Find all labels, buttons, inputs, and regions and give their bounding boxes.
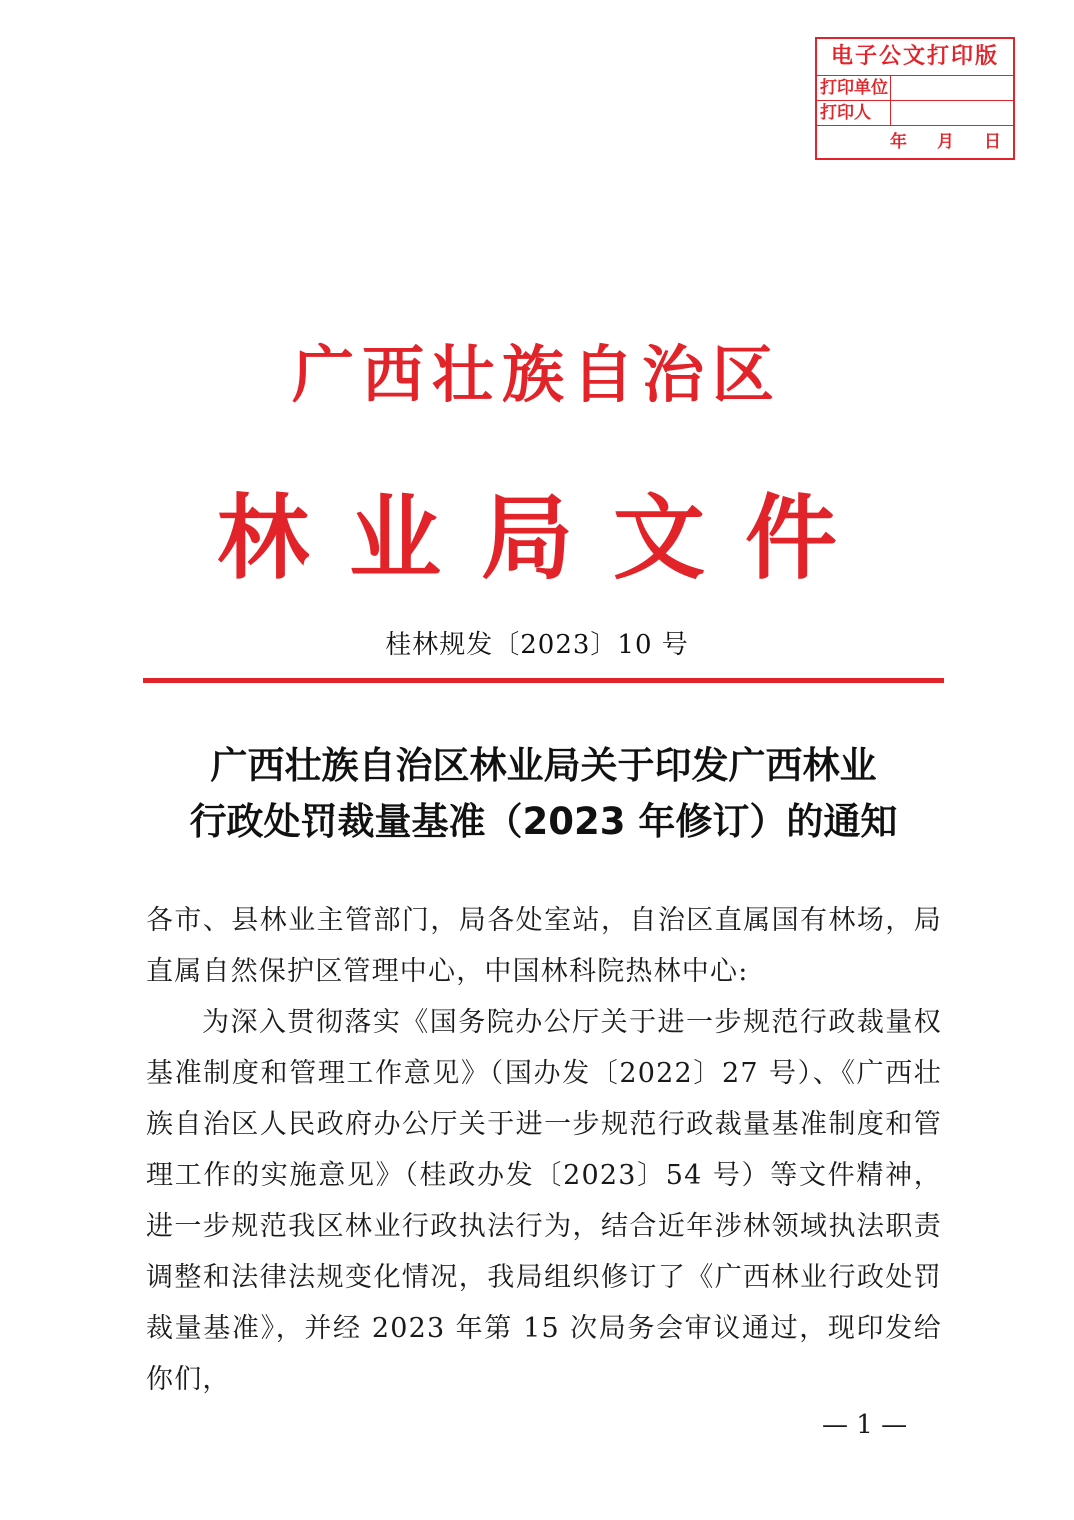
print-stamp <box>815 37 1015 160</box>
stamp-day: 日 <box>984 132 1001 152</box>
stamp-year: 年 <box>890 132 907 152</box>
document-title <box>143 738 944 850</box>
issuing-org-line-1: 广西壮族自治区 <box>291 338 782 411</box>
stamp-month: 月 <box>937 132 954 152</box>
stamp-person-value <box>891 101 1013 125</box>
document-body <box>146 895 942 1405</box>
stamp-person-label: 打印人 <box>817 101 891 125</box>
stamp-unit-row <box>817 76 1013 101</box>
stamp-person-row <box>817 101 1013 126</box>
stamp-date-row <box>817 126 1013 158</box>
body-paragraph: 为深入贯彻落实《国务院办公厅关于进一步规范行政裁量权基准制度和管理工作意见》（国办发〔2022〕27 号）、《广西壮族自治区人民政府办公厅关于进一步规范行政裁量基准制度和管理工作的实施意见》（桂政办发〔2023〕54 号）等文件精神，进一步规范我区林业行政执法行为，结合近年涉林领域执法职责调整和法律法规变化情况，我局组织修订了《广西林业行政处罚裁量基准》，并经 2023 年第 15 次局务会审议通过，现印发给你们， <box>146 1007 942 1395</box>
stamp-unit-value <box>891 76 1013 100</box>
issuing-org-line-2: 林业局文件 <box>216 485 877 592</box>
document-number: 桂林规发〔2023〕10 号 <box>385 630 689 660</box>
page-number: — 1 — <box>822 1410 908 1440</box>
stamp-title: 电子公文打印版 <box>817 39 1013 76</box>
recipients: 各市、县林业主管部门，局各处室站，自治区直属国有林场，局直属自然保护区管理中心，中国林科院热林中心: <box>146 905 942 987</box>
header-divider <box>143 678 944 683</box>
document-title-line-2: 行政处罚裁量基准（2023 年修订）的通知 <box>189 800 898 843</box>
stamp-unit-label: 打印单位 <box>817 76 891 100</box>
document-title-line-1: 广西壮族自治区林业局关于印发广西林业 <box>210 744 877 787</box>
